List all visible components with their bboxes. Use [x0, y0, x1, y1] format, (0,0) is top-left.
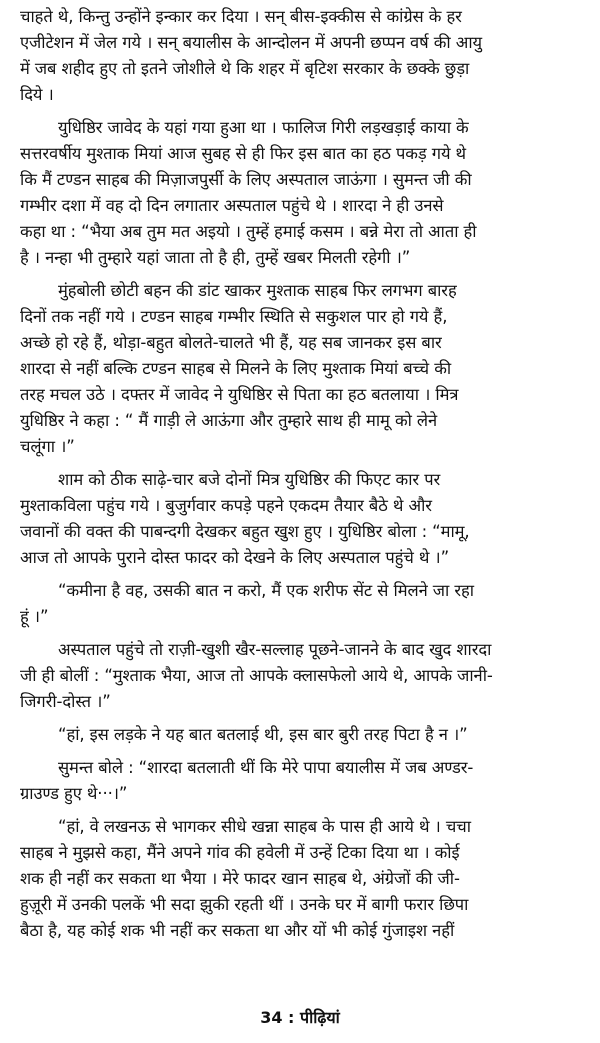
paragraph-4	[20, 467, 583, 571]
text-line: चाहते थे, किन्तु उन्होंने इन्कार कर दिया । सन् बीस-इक्कीस से कांग्रेस के हर	[20, 7, 462, 26]
text-line: शाम को ठीक साढ़े-चार बजे दोनों मित्र युधिष्ठिर की फिएट कार पर	[58, 470, 441, 489]
text-line: गम्भीर दशा में वह दो दिन लगातार अस्पताल पहुंचे थे । शारदा ने ही उनसे	[20, 196, 444, 215]
text-line: “हां, वे लखनऊ से भागकर सीधे खन्ना साहब के पास ही आये थे । चचा	[58, 817, 471, 836]
text-line: जिगरी-दोस्त ।”	[20, 692, 111, 711]
text-line: एजीटेशन में जेल गये । सन् बयालीस के आन्दोलन में अपनी छप्पन वर्ष की आयु	[20, 33, 482, 52]
text-line: शारदा से नहीं बल्कि टण्डन साहब से मिलने के लिए मुश्ताक मियां बच्चे की	[20, 359, 452, 378]
text-line: तरह मचल उठे । दफ्तर में जावेद ने युधिष्ठिर से पिता का हठ बतलाया । मित्र	[20, 385, 459, 404]
paragraph-5	[20, 578, 583, 630]
text-line: आज तो आपके पुराने दोस्त फादर को देखने के लिए अस्पताल पहुंचे थे ।”	[20, 548, 450, 567]
text-line: युधिष्ठिर ने कहा : “ मैं गाड़ी ले आऊंगा और तुम्हारे साथ ही मामू को लेने	[20, 411, 438, 430]
paragraph-9	[20, 814, 583, 944]
text-line: “कमीना है वह, उसकी बात न करो, मैं एक शरीफ सेंट से मिलने जा रहा	[58, 581, 474, 600]
paragraph-2	[20, 115, 583, 271]
text-line: सुमन्त बोले : “शारदा बतलाती थीं कि मेरे पापा बयालीस में जब अण्डर-	[58, 758, 474, 777]
paragraph-3	[20, 278, 583, 460]
text-line: हुज़ूरी में उनकी पलकें भी सदा झुकी रहती थीं । उनके घर में बागी फरार छिपा	[20, 895, 469, 914]
text-line: चलूंगा ।”	[20, 437, 75, 456]
text-line: मुश्ताकविला पहुंच गये । बुजुर्गवार कपड़े पहने एकदम तैयार बैठे थे और	[20, 496, 432, 515]
text-line: जी ही बोलीं : “मुश्ताक भैया, आज तो आपके क्लासफेलो आये थे, आपके जानी-	[20, 666, 493, 685]
text-line: युधिष्ठिर जावेद के यहां गया हुआ था । फालिज गिरी लड़खड़ाई काया के	[58, 118, 469, 137]
text-line: जवानों की वक्त की पाबन्दगी देखकर बहुत खुश हुए । युधिष्ठिर बोला : “मामू,	[20, 522, 470, 541]
text-line: में जब शहीद हुए तो इतने जोशीले थे कि शहर में बृटिश सरकार के छक्के छुड़ा	[20, 59, 470, 78]
paragraph-8	[20, 755, 583, 807]
paragraph-1	[20, 4, 583, 108]
text-line: साहब ने मुझसे कहा, मैंने अपने गांव की हवेली में उन्हें टिका दिया था । कोई	[20, 843, 460, 862]
text-line: कहा था : “भैया अब तुम मत अइयो । तुम्हें हमाई कसम । बन्ने मेरा तो आता ही	[20, 222, 477, 241]
text-line: ग्राउण्ड हुए थे···।”	[20, 784, 128, 803]
paragraph-7	[20, 722, 583, 748]
text-line: “हां, इस लड़के ने यह बात बतलाई थी, इस बार बुरी तरह पिटा है न ।”	[58, 725, 468, 744]
body-text	[20, 4, 583, 944]
text-line: अस्पताल पहुंचे तो राज़ी-खुशी खैर-सल्लाह पूछने-जानने के बाद खुद शारदा	[58, 640, 492, 659]
paragraph-6	[20, 637, 583, 715]
text-line: बैठा है, यह कोई शक भी नहीं कर सकता था और यों भी कोई गुंजाइश नहीं	[20, 921, 455, 940]
page-number-label: 34 : पीढ़ियां	[260, 1008, 340, 1027]
text-line: अच्छे हो रहे हैं, थोड़ा-बहुत बोलते-चालते भी हैं, यह सब जानकर इस बार	[20, 333, 442, 352]
text-line: मुंहबोली छोटी बहन की डांट खाकर मुश्ताक साहब फिर लगभग बारह	[58, 281, 457, 300]
text-line: कि मैं टण्डन साहब की मिज़ाजपुर्सी के लिए अस्पताल जाऊंगा । सुमन्त जी की	[20, 170, 472, 189]
text-line: दिनों तक नहीं गये । टण्डन साहब गम्भीर स्थिति से सकुशल पार हो गये हैं,	[20, 307, 448, 326]
text-line: शक ही नहीं कर सकता था भैया । मेरे फादर खान साहब थे, अंग्रेजों की जी-	[20, 869, 460, 888]
text-line: हूं ।”	[20, 607, 49, 626]
page-footer	[0, 1006, 600, 1030]
text-line: दिये ।	[20, 85, 54, 104]
text-line: सत्तरवर्षीय मुश्ताक मियां आज सुबह से ही फिर इस बात का हठ पकड़ गये थे	[20, 144, 467, 163]
text-line: है । नन्हा भी तुम्हारे यहां जाता तो है ही, तुम्हें खबर मिलती रहेगी ।”	[20, 248, 411, 267]
